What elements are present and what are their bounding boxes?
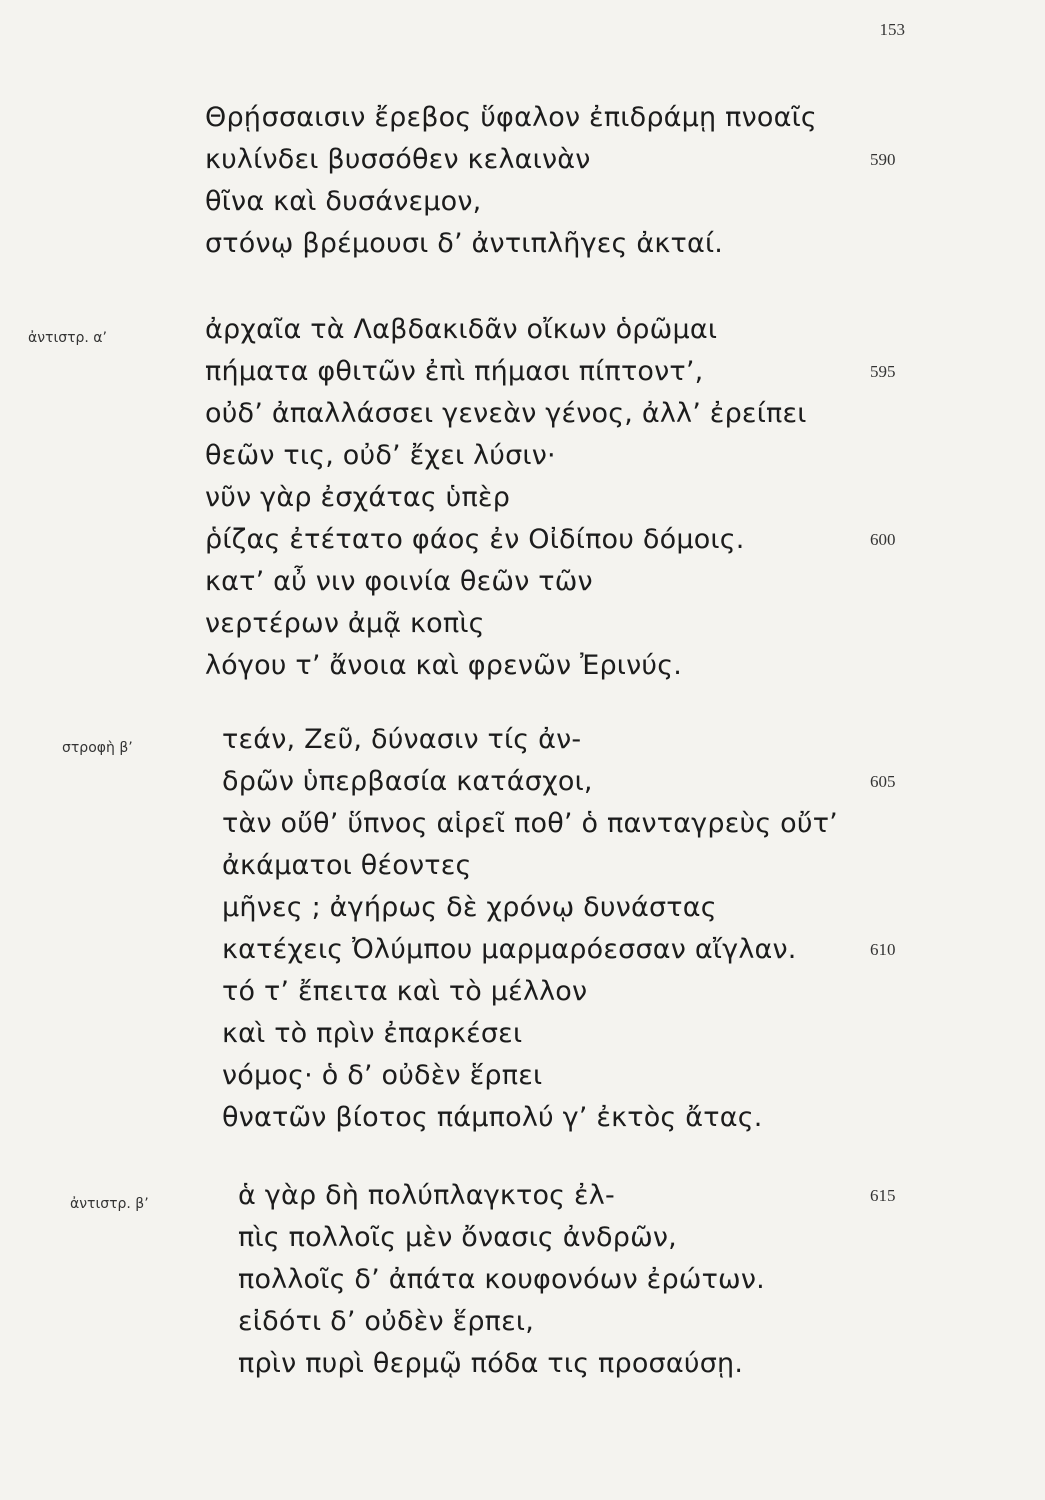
verse-line: ἁ γὰρ δὴ πολύπλαγκτος ἐλ- [238, 1180, 615, 1211]
verse-line: δρῶν ὑπερβασία κατάσχοι, [222, 766, 593, 797]
verse-line: νῦν γὰρ ἐσχάτας ὑπὲρ [205, 482, 511, 513]
stanza-label: ἀντιστρ. α’ [28, 330, 107, 346]
verse-line: ἀκάματοι θέοντες [222, 850, 472, 881]
line-number: 610 [870, 940, 896, 959]
verse-line: κατ’ αὖ νιν φοινία θεῶν τῶν [205, 566, 593, 597]
verse-line: μῆνες ; ἀγήρως δὲ χρόνῳ δυνάστας [222, 892, 717, 923]
verse-line: ῥίζας ἐτέτατο φάος ἐν Οἰδίπου δόμοις. [205, 524, 745, 555]
verse-line: πήματα φθιτῶν ἐπὶ πήμασι πίπτοντ’, [205, 356, 704, 387]
verse-line: τεάν, Ζεῦ, δύνασιν τίς ἀν- [222, 724, 582, 755]
verse-line: κυλίνδει βυσσόθεν κελαινὰν [205, 144, 591, 175]
line-number: 595 [870, 362, 896, 381]
verse-line: θεῶν τις, οὐδ’ ἔχει λύσιν· [205, 440, 556, 471]
verse-line: στόνῳ βρέμουσι δ’ ἀντιπλῆγες ἀκταί. [205, 228, 724, 259]
verse-line: Θρῄσσαισιν ἔρεβος ὕφαλον ἐπιδράμῃ πνοαῖς [205, 102, 817, 133]
verse-line: λόγου τ’ ἄνοια καὶ φρενῶν Ἐρινύς. [205, 650, 683, 681]
verse-line: θνατῶν βίοτος πάμπολύ γ’ ἐκτὸς ἄτας. [222, 1102, 763, 1133]
stanza-label: ἀντιστρ. β’ [70, 1196, 149, 1212]
verse-line: ἀρχαῖα τὰ Λαβδακιδᾶν οἴκων ὁρῶμαι [205, 314, 718, 345]
verse-line: πρὶν πυρὶ θερμῷ πόδα τις προσαύσῃ. [238, 1348, 744, 1379]
verse-line: εἰδότι δ’ οὐδὲν ἕρπει, [238, 1306, 535, 1337]
line-number: 590 [870, 150, 896, 169]
verse-line: οὐδ’ ἀπαλλάσσει γενεὰν γένος, ἀλλ’ ἐρείπει [205, 398, 807, 429]
verse-line: νερτέρων ἀμᾷ κοπὶς [205, 608, 485, 639]
verse-line: πολλοῖς δ’ ἀπάτα κουφονόων ἐρώτων. [238, 1264, 765, 1295]
verse-line: θῖνα καὶ δυσάνεμον, [205, 186, 482, 217]
verse-line: πὶς πολλοῖς μὲν ὄνασις ἀνδρῶν, [238, 1222, 677, 1253]
page-number: 153 [879, 20, 905, 39]
stanza-label: στροφὴ β’ [62, 740, 133, 756]
verse-line: νόμος· ὁ δ’ οὐδὲν ἕρπει [222, 1060, 543, 1091]
verse-line: καὶ τὸ πρὶν ἐπαρκέσει [222, 1018, 523, 1049]
verse-line: τό τ’ ἔπειτα καὶ τὸ μέλλον [222, 976, 588, 1007]
line-number: 600 [870, 530, 896, 549]
line-number: 615 [870, 1186, 896, 1205]
verse-line: κατέχεις Ὀλύμπου μαρμαρόεσσαν αἴγλαν. [222, 934, 797, 965]
line-number: 605 [870, 772, 896, 791]
verse-line: τὰν οὔθ’ ὕπνος αἱρεῖ ποθ’ ὁ πανταγρεὺς οὔτ’ [222, 808, 838, 839]
